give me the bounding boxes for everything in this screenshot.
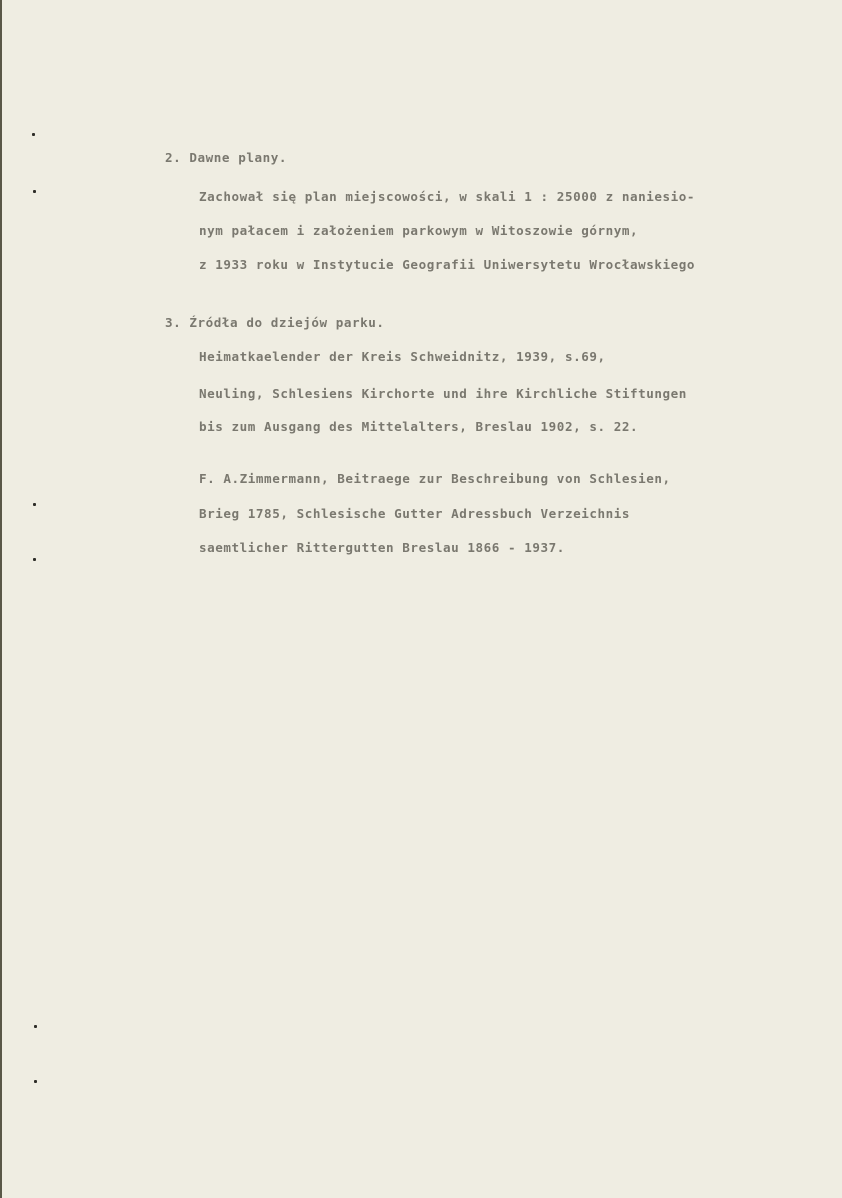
text-line: Heimatkaelender der Kreis Schweidnitz, 1939, s.69,	[199, 349, 606, 364]
text-line: saemtlicher Rittergutten Breslau 1866 - 1937.	[199, 540, 565, 555]
section-heading: 3. Źródła do dziejów parku.	[165, 315, 385, 330]
text-line: nym pałacem i założeniem parkowym w Witoszowie górnym,	[199, 223, 639, 238]
text-line: F. A.Zimmermann, Beitraege zur Beschreibung von Schlesien,	[199, 471, 671, 486]
text-line: z 1933 roku w Instytucie Geografii Uniwersytetu Wrocławskiego	[199, 257, 696, 272]
margin-mark	[32, 133, 35, 136]
text-line: Brieg 1785, Schlesische Gutter Adressbuch Verzeichnis	[199, 506, 630, 521]
text-line: bis zum Ausgang des Mittelalters, Breslau 1902, s. 22.	[199, 419, 639, 434]
margin-mark	[33, 558, 36, 561]
text-line: Zachował się plan miejscowości, w skali 1 : 25000 z naniesio-	[199, 189, 696, 204]
text-line: Neuling, Schlesiens Kirchorte und ihre Kirchliche Stiftungen	[199, 386, 687, 401]
margin-mark	[33, 503, 36, 506]
margin-mark	[34, 1080, 37, 1083]
scan-edge	[0, 0, 2, 1198]
margin-mark	[33, 190, 36, 193]
margin-mark	[34, 1025, 37, 1028]
section-heading: 2. Dawne plany.	[165, 150, 287, 165]
